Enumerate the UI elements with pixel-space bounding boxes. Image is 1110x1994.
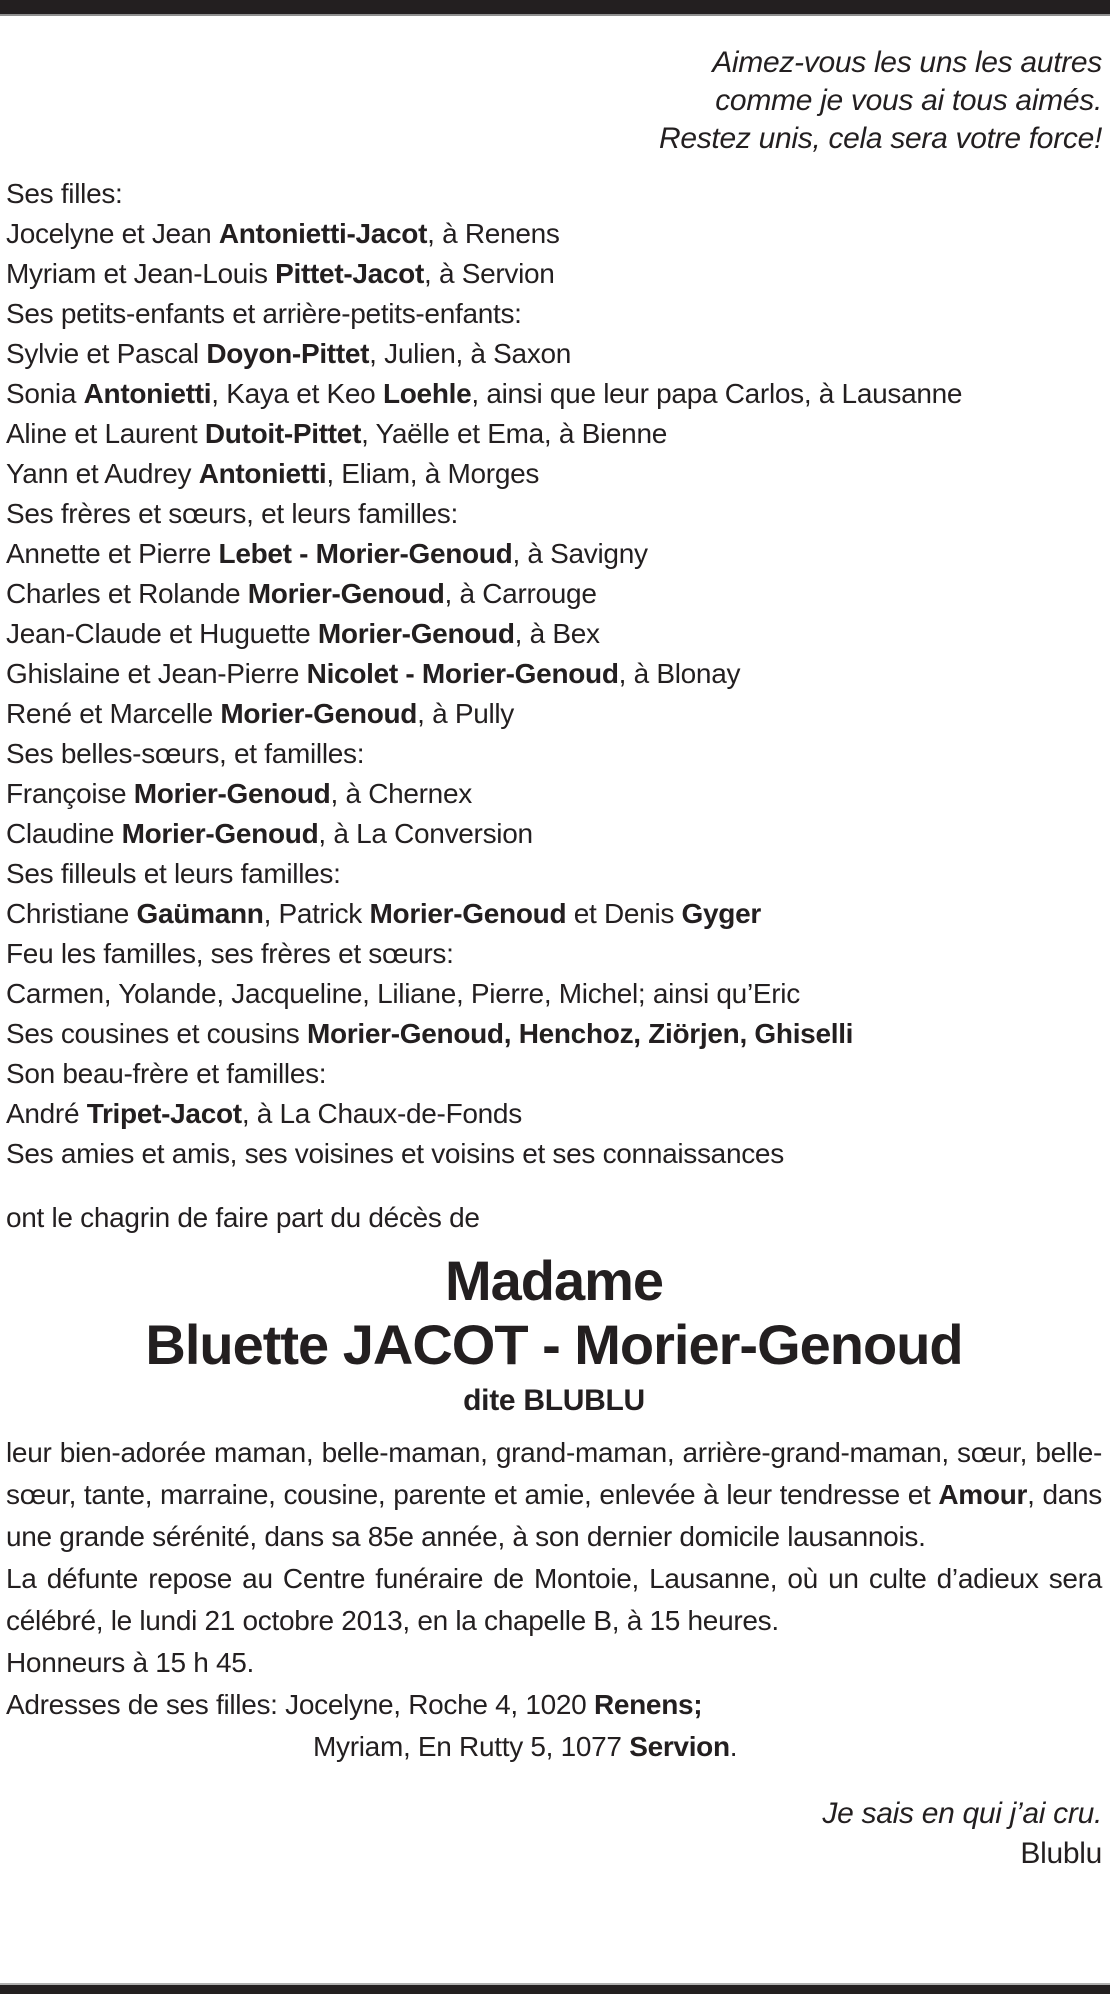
text-line: Carmen, Yolande, Jacqueline, Liliane, Pierre, Michel; ainsi qu’Eric (6, 978, 800, 1009)
tribute-paragraph (6, 1432, 1102, 1558)
text-line: Jean-Claude et Huguette Morier-Genoud, à Bex (6, 618, 600, 649)
text-line: Honneurs à 15 h 45. (6, 1647, 255, 1678)
deceased-title: Madame (444, 1249, 664, 1312)
text-line: Son beau-frère et familles: (6, 1058, 327, 1089)
closing-signature: Blublu (1020, 1837, 1102, 1870)
text-line: Aimez-vous les uns les autres (712, 46, 1102, 79)
text-line: Ses frères et sœurs, et leurs familles: (6, 498, 458, 529)
closing-quote: Je sais en qui j’ai cru. (822, 1797, 1102, 1830)
text-line: Ses petits-enfants et arrière-petits-enfants: (6, 298, 522, 329)
text-line: Ses filles: (6, 178, 123, 209)
text-line: Adresses de ses filles: Jocelyne, Roche 4, 1020 Renens; (6, 1689, 703, 1720)
text-line: Ses filleuls et leurs familles: (6, 858, 341, 889)
text-line: Aline et Laurent Dutoit-Pittet, Yaëlle et Ema, à Bienne (6, 418, 667, 449)
epigraph-verse (6, 44, 1102, 158)
text-line: Charles et Rolande Morier-Genoud, à Carrouge (6, 578, 597, 609)
funeral-details (6, 1558, 1102, 1684)
text-line: leur bien-adorée maman, belle-maman, grand-maman, arrière-grand-maman, sœur, belle-sœur, tante, marraine, cousine, parente et amie, enlevée à leur tendresse et Amour, dans une grande sérénité, dans sa 85e année, à son dernier domicile lausannois. (6, 1437, 1102, 1552)
text-line: Myriam et Jean-Louis Pittet-Jacot, à Servion (6, 258, 555, 289)
text-line: La défunte repose au Centre funéraire de Montoie, Lausanne, où un culte d’adieux sera célébré, le lundi 21 octobre 2013, en la chapelle B, à 15 heures. (6, 1563, 1102, 1636)
deceased-name: Bluette JACOT - Morier-Genoud (145, 1313, 963, 1376)
text-line: Myriam, En Rutty 5, 1077 Servion. (313, 1731, 738, 1762)
top-border-bar (0, 0, 1110, 16)
text-line: Yann et Audrey Antonietti, Eliam, à Morges (6, 458, 540, 489)
text-line: Ses belles-sœurs, et familles: (6, 738, 365, 769)
text-line: comme je vous ai tous aimés. (715, 84, 1102, 117)
text-line: Annette et Pierre Lebet - Morier-Genoud, à Savigny (6, 538, 648, 569)
deceased-block (6, 1250, 1102, 1424)
mourners-list (6, 174, 1102, 1174)
bottom-border-bar (0, 1983, 1110, 1994)
text-line: Sylvie et Pascal Doyon-Pittet, Julien, à Saxon (6, 338, 572, 369)
text-line: André Tripet-Jacot, à La Chaux-de-Fonds (6, 1098, 522, 1129)
text-line: Françoise Morier-Genoud, à Chernex (6, 778, 472, 809)
closing-block (6, 1794, 1102, 1874)
text-line: Claudine Morier-Genoud, à La Conversion (6, 818, 533, 849)
text-line: Ghislaine et Jean-Pierre Nicolet - Morier-Genoud, à Blonay (6, 658, 741, 689)
obituary-content (0, 16, 1110, 1874)
addresses-block (6, 1684, 1102, 1768)
text-line: René et Marcelle Morier-Genoud, à Pully (6, 698, 515, 729)
text-line: Christiane Gaümann, Patrick Morier-Genoud et Denis Gyger (6, 898, 761, 929)
text-line: Jocelyne et Jean Antonietti-Jacot, à Renens (6, 218, 560, 249)
text-line: Ses cousines et cousins Morier-Genoud, Henchoz, Ziörjen, Ghiselli (6, 1018, 854, 1049)
text-line: Feu les familles, ses frères et sœurs: (6, 938, 454, 969)
announcement-line: ont le chagrin de faire part du décès de (6, 1202, 480, 1233)
deceased-nickname: dite BLUBLU (463, 1384, 645, 1417)
text-line: Sonia Antonietti, Kaya et Keo Loehle, ainsi que leur papa Carlos, à Lausanne (6, 378, 963, 409)
text-line: Ses amies et amis, ses voisines et voisins et ses connaissances (6, 1138, 784, 1169)
text-line: Restez unis, cela sera votre force! (658, 122, 1102, 155)
